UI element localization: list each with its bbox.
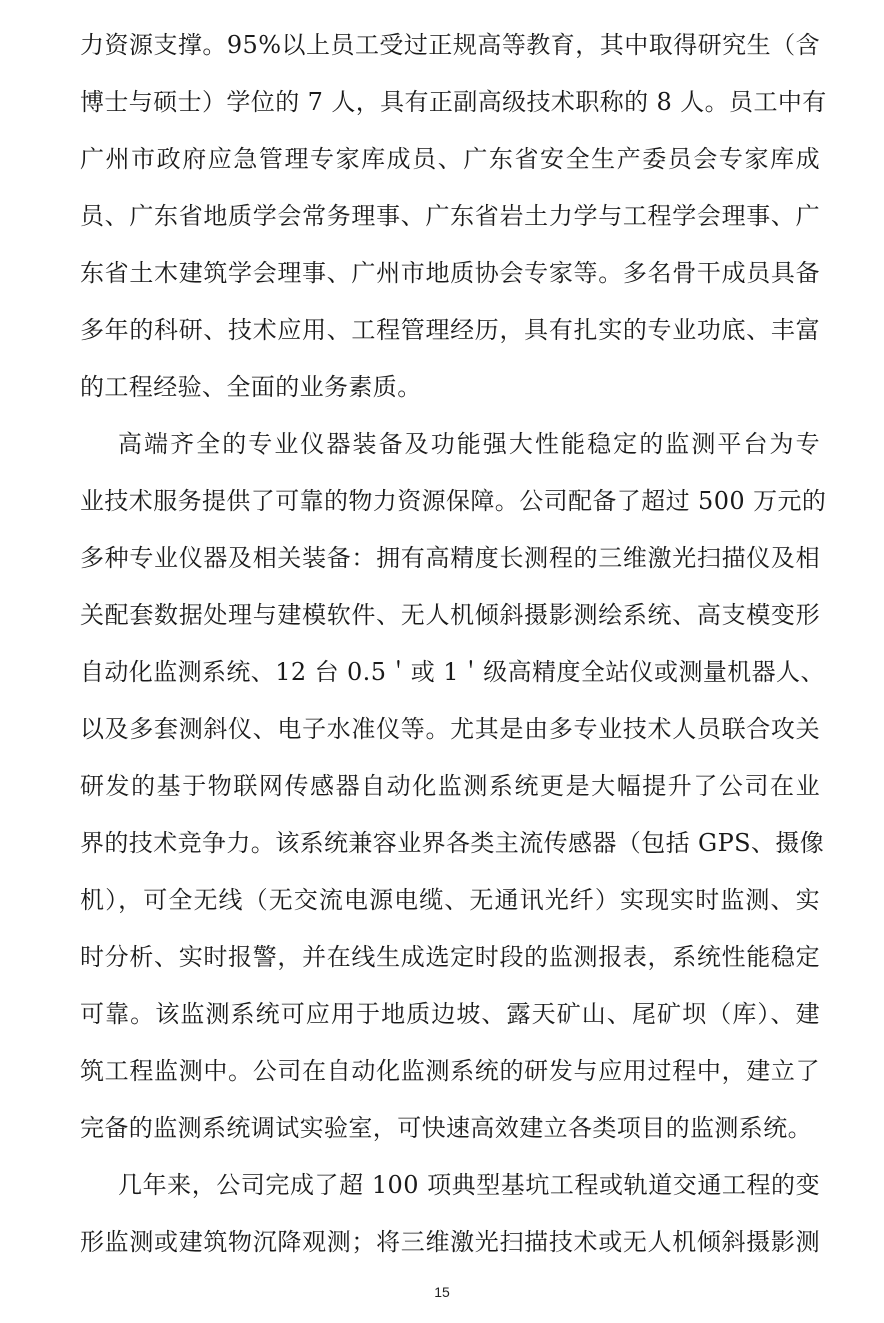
paragraph-line: 多年的科研、技术应用、工程管理经历，具有扎实的专业功底、丰富 (80, 316, 820, 344)
paragraph-line: 力资源支撑。95%以上员工受过正规高等教育，其中取得研究生（含 (80, 31, 820, 59)
paragraph-line: 关配套数据处理与建模软件、无人机倾斜摄影测绘系统、高支模变形 (80, 601, 820, 629)
paragraph-line: 自动化监测系统、12 台 0.5＇或 1＇级高精度全站仪或测量机器人、 (80, 658, 825, 686)
paragraph-line: 筑工程监测中。公司在自动化监测系统的研发与应用过程中，建立了 (80, 1057, 820, 1085)
paragraph-line: 业技术服务提供了可靠的物力资源保障。公司配备了超过 500 万元的 (80, 487, 827, 515)
paragraph-line: 界的技术竞争力。该系统兼容业界各类主流传感器（包括 GPS、摄像 (80, 829, 825, 857)
paragraph-line: 可靠。该监测系统可应用于地质边坡、露天矿山、尾矿坝（库）、建 (80, 1000, 820, 1028)
paragraph-line: 机），可全无线（无交流电源电缆、无通讯光纤）实现实时监测、实 (80, 886, 820, 914)
paragraph-first-line: 几年来，公司完成了超 100 项典型基坑工程或轨道交通工程的变 (118, 1171, 820, 1199)
paragraph-line: 完备的监测系统调试实验室，可快速高效建立各类项目的监测系统。 (80, 1114, 812, 1142)
paragraph-line: 以及多套测斜仪、电子水准仪等。尤其是由多专业技术人员联合攻关 (80, 715, 820, 743)
paragraph-line: 时分析、实时报警，并在线生成选定时段的监测报表，系统性能稳定 (80, 943, 820, 971)
paragraph-line: 博士与硕士）学位的 7 人，具有正副高级技术职称的 8 人。员工中有 (80, 88, 827, 116)
paragraph-line: 员、广东省地质学会常务理事、广东省岩土力学与工程学会理事、广 (80, 202, 820, 230)
paragraph-line: 多种专业仪器及相关装备：拥有高精度长测程的三维激光扫描仪及相 (80, 544, 820, 572)
page-number: 15 (434, 1284, 450, 1300)
paragraph-line: 形监测或建筑物沉降观测；将三维激光扫描技术或无人机倾斜摄影测 (80, 1228, 820, 1256)
paragraph-line: 的工程经验、全面的业务素质。 (80, 373, 422, 401)
paragraph-line: 东省土木建筑学会理事、广州市地质协会专家等。多名骨干成员具备 (80, 259, 820, 287)
paragraph-line: 研发的基于物联网传感器自动化监测系统更是大幅提升了公司在业 (80, 772, 820, 800)
paragraph-line: 广州市政府应急管理专家库成员、广东省安全生产委员会专家库成 (80, 145, 820, 173)
paragraph-first-line: 高端齐全的专业仪器装备及功能强大性能稳定的监测平台为专 (118, 430, 820, 458)
